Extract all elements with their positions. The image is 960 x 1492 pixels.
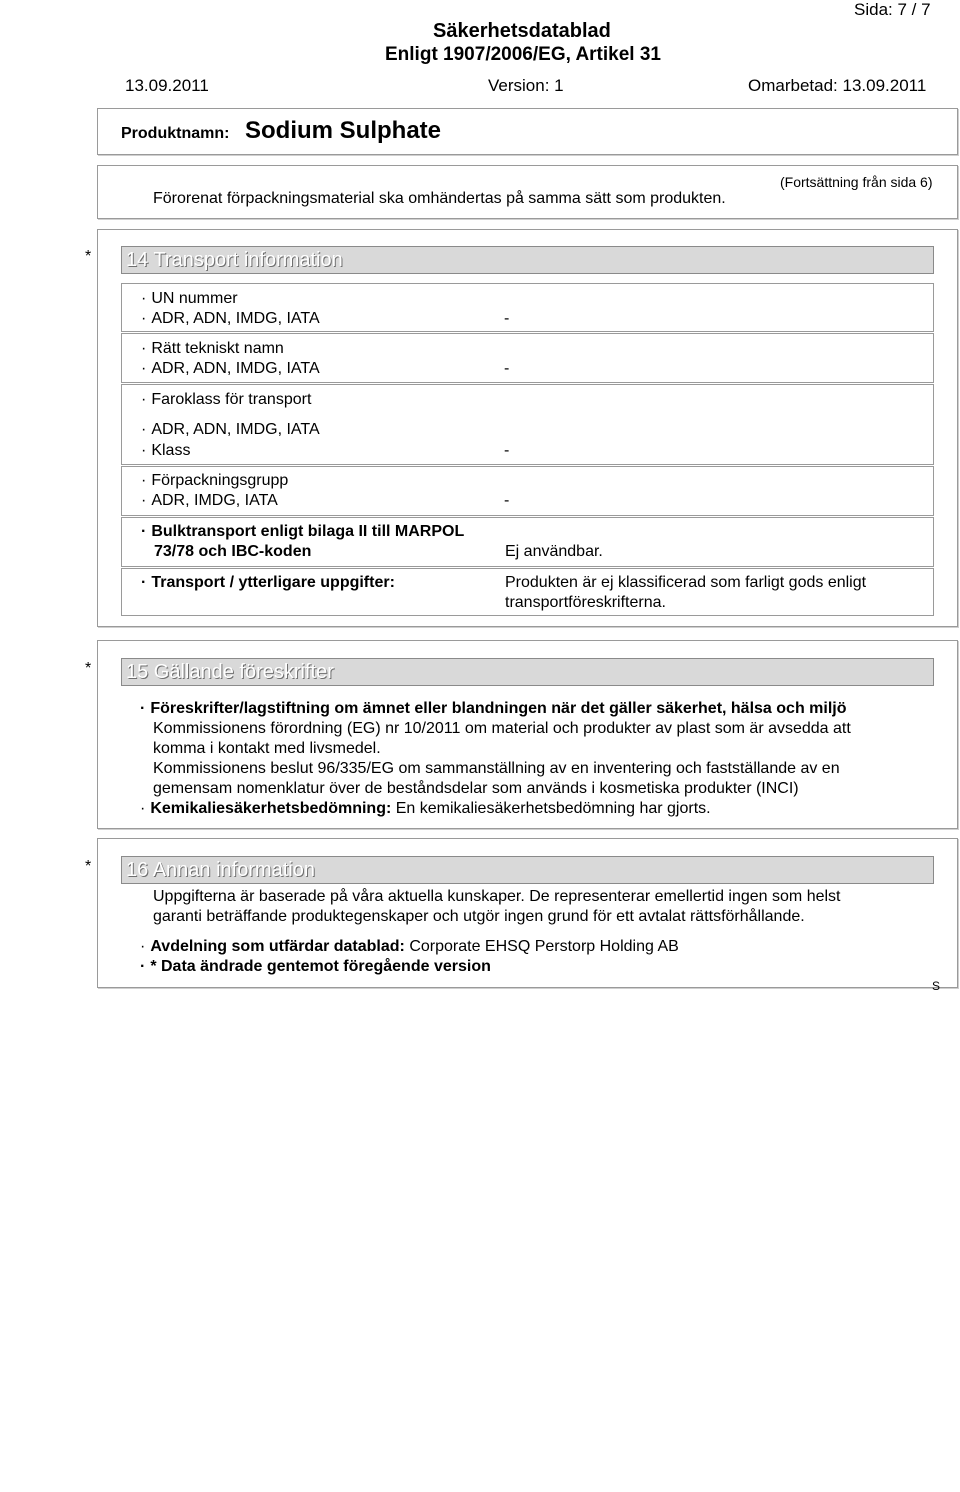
shipping-name-block: · Rätt tekniskt namn · ADR, ADN, IMDG, IATA - bbox=[121, 333, 934, 383]
language-mark: S bbox=[932, 979, 941, 993]
bulk-transport-label: Bulktransport enligt bilaga II till MARPOL bbox=[151, 523, 465, 540]
product-name-box bbox=[97, 108, 958, 155]
shipping-name-label: Rätt tekniskt namn bbox=[151, 340, 284, 357]
change-marker-14: * bbox=[85, 248, 92, 265]
packing-group-value: - bbox=[504, 492, 510, 509]
hazard-class-block: · Faroklass för transport · ADR, ADN, IMDG, IATA · Klass - bbox=[121, 384, 934, 465]
un-number-label: UN nummer bbox=[151, 290, 238, 307]
page-number: Sida: 7 / 7 bbox=[854, 0, 931, 19]
change-marker-16: * bbox=[85, 858, 92, 875]
regulation-line-2: komma i kontakt med livsmedel. bbox=[153, 740, 381, 757]
document-title: Säkerhetsdatablad bbox=[433, 20, 611, 42]
transport-extra-value: Produkten är ej klassificerad som farligt gods enligt bbox=[505, 574, 867, 591]
shipping-name-modes: ADR, ADN, IMDG, IATA bbox=[151, 360, 320, 377]
regulation-line-1: Kommissionens förordning (EG) nr 10/2011 om material och produkter av plast som är avsedda att bbox=[153, 720, 851, 737]
bulk-transport-label-2: 73/78 och IBC-koden bbox=[154, 543, 312, 560]
transport-extra-value-2: transportföreskrifterna. bbox=[505, 594, 666, 611]
chemical-safety-label: Kemikaliesäkerhetsbedömning: bbox=[150, 800, 392, 817]
product-name: Sodium Sulphate bbox=[245, 117, 442, 144]
regulation-heading: Föreskrifter/lagstiftning om ämnet eller blandningen när det gäller säkerhet, hälsa och miljö bbox=[150, 700, 847, 717]
packing-group-block: · Förpackningsgrupp · ADR, IMDG, IATA - bbox=[121, 466, 934, 516]
other-info-line-1: Uppgifterna är baserade på våra aktuella kunskaper. De representerar emellertid ingen som helst bbox=[153, 888, 841, 905]
section-16-title: 16 Annan information bbox=[121, 856, 934, 884]
changed-data-label: * Data ändrade gentemot föregående version bbox=[150, 958, 491, 975]
shipping-name-value: - bbox=[504, 360, 510, 377]
regulation-line-4: gemensam nomenklatur över de beståndsdelar som används i kosmetiska produkter (INCI) bbox=[153, 780, 799, 797]
document-subtitle: Enligt 1907/2006/EG, Artikel 31 bbox=[385, 44, 661, 65]
issuing-department-label: Avdelning som utfärdar datablad: bbox=[150, 938, 405, 955]
packing-group-label: Förpackningsgrupp bbox=[151, 472, 289, 489]
transport-extra-label: Transport / ytterligare uppgifter: bbox=[151, 574, 395, 591]
continuation-box bbox=[97, 165, 958, 219]
hazard-class-value: - bbox=[504, 442, 510, 459]
product-label: Produktnamn: bbox=[121, 125, 230, 142]
continuation-note: (Fortsättning från sida 6) bbox=[780, 174, 933, 190]
chemical-safety-value: En kemikaliesäkerhetsbedömning har gjorts. bbox=[395, 800, 711, 817]
section-15-title: 15 Gällande föreskrifter bbox=[121, 658, 934, 686]
hazard-class-label: Faroklass för transport bbox=[151, 391, 312, 408]
bulk-transport-value: Ej användbar. bbox=[505, 543, 603, 560]
revised-date: Omarbetad: 13.09.2011 bbox=[748, 76, 927, 95]
print-date: 13.09.2011 bbox=[125, 76, 209, 95]
un-number-value: - bbox=[504, 310, 510, 327]
hazard-class-modes: ADR, ADN, IMDG, IATA bbox=[151, 421, 320, 438]
bulk-transport-block: · Bulktransport enligt bilaga II till MARPOL 73/78 och IBC-koden Ej användbar. bbox=[121, 517, 934, 567]
section-14-title: 14 Transport information bbox=[121, 246, 934, 274]
packing-group-modes: ADR, IMDG, IATA bbox=[151, 492, 278, 509]
regulation-line-3: Kommissionens beslut 96/335/EG om sammanställning av en inventering och fastställande av en bbox=[153, 760, 840, 777]
issuing-department-value: Corporate EHSQ Perstorp Holding AB bbox=[409, 938, 679, 955]
un-number-block: · UN nummer · ADR, ADN, IMDG, IATA - bbox=[121, 283, 934, 332]
un-number-modes: ADR, ADN, IMDG, IATA bbox=[151, 310, 320, 327]
hazard-class-klass: Klass bbox=[151, 442, 191, 459]
change-marker-15: * bbox=[85, 660, 92, 677]
continuation-text: Förorenat förpackningsmaterial ska omhändertas på samma sätt som produkten. bbox=[153, 190, 726, 207]
version: Version: 1 bbox=[488, 76, 564, 95]
transport-extra-block: · Transport / ytterligare uppgifter: Produkten är ej klassificerad som farligt gods enligt transportföreskrifterna. bbox=[121, 568, 934, 616]
other-info-line-2: garanti beträffande produktegenskaper och utgör ingen grund för ett avtalat rättsförhållande. bbox=[153, 908, 805, 925]
